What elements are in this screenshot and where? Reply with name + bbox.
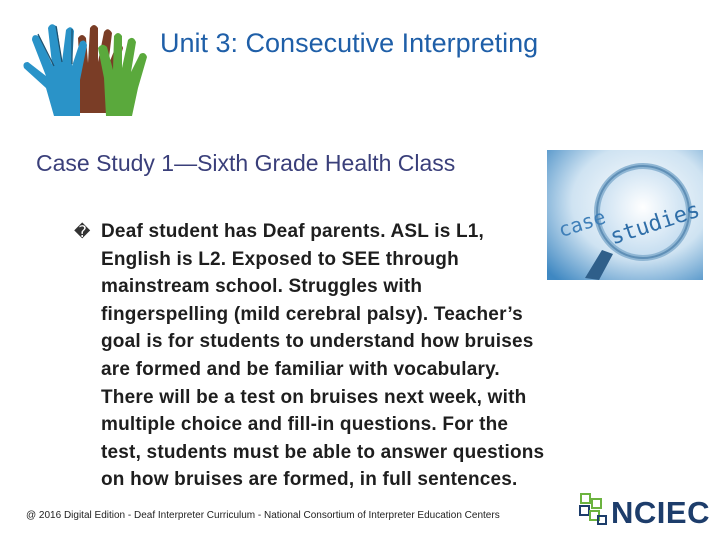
case-study-heading: Case Study 1—Sixth Grade Health Class xyxy=(36,150,456,176)
bullet-marker: � xyxy=(74,222,91,241)
nciec-logo-icon xyxy=(578,492,608,528)
case-study-description: Deaf student has Deaf parents. ASL is L1, English is L2. Exposed to SEE through mainstream school. Struggles with fingerspelling (mild cerebral palsy). Teacher’s goal is for students to understand how bruises are formed and be familiar with vocabulary. There will be a test on bruises next week, with multiple choice and fill-in questions. For the test, students must be able to answer questions on how bruises are formed, in full sentences. xyxy=(101,221,545,491)
nciec-wordmark: NCIEC xyxy=(611,495,710,530)
case-image-word: case xyxy=(555,204,609,243)
copyright-footer: @ 2016 Digital Edition - Deaf Interpreter Curriculum - National Consortium of Interpreter Education Centers xyxy=(26,510,500,521)
hands-logo-icon xyxy=(18,18,158,118)
slide-title: Unit 3: Consecutive Interpreting xyxy=(160,28,539,58)
magnifying-glass-image xyxy=(547,150,703,280)
nciec-logo xyxy=(578,492,710,532)
studies-image-word: studies xyxy=(607,197,703,251)
